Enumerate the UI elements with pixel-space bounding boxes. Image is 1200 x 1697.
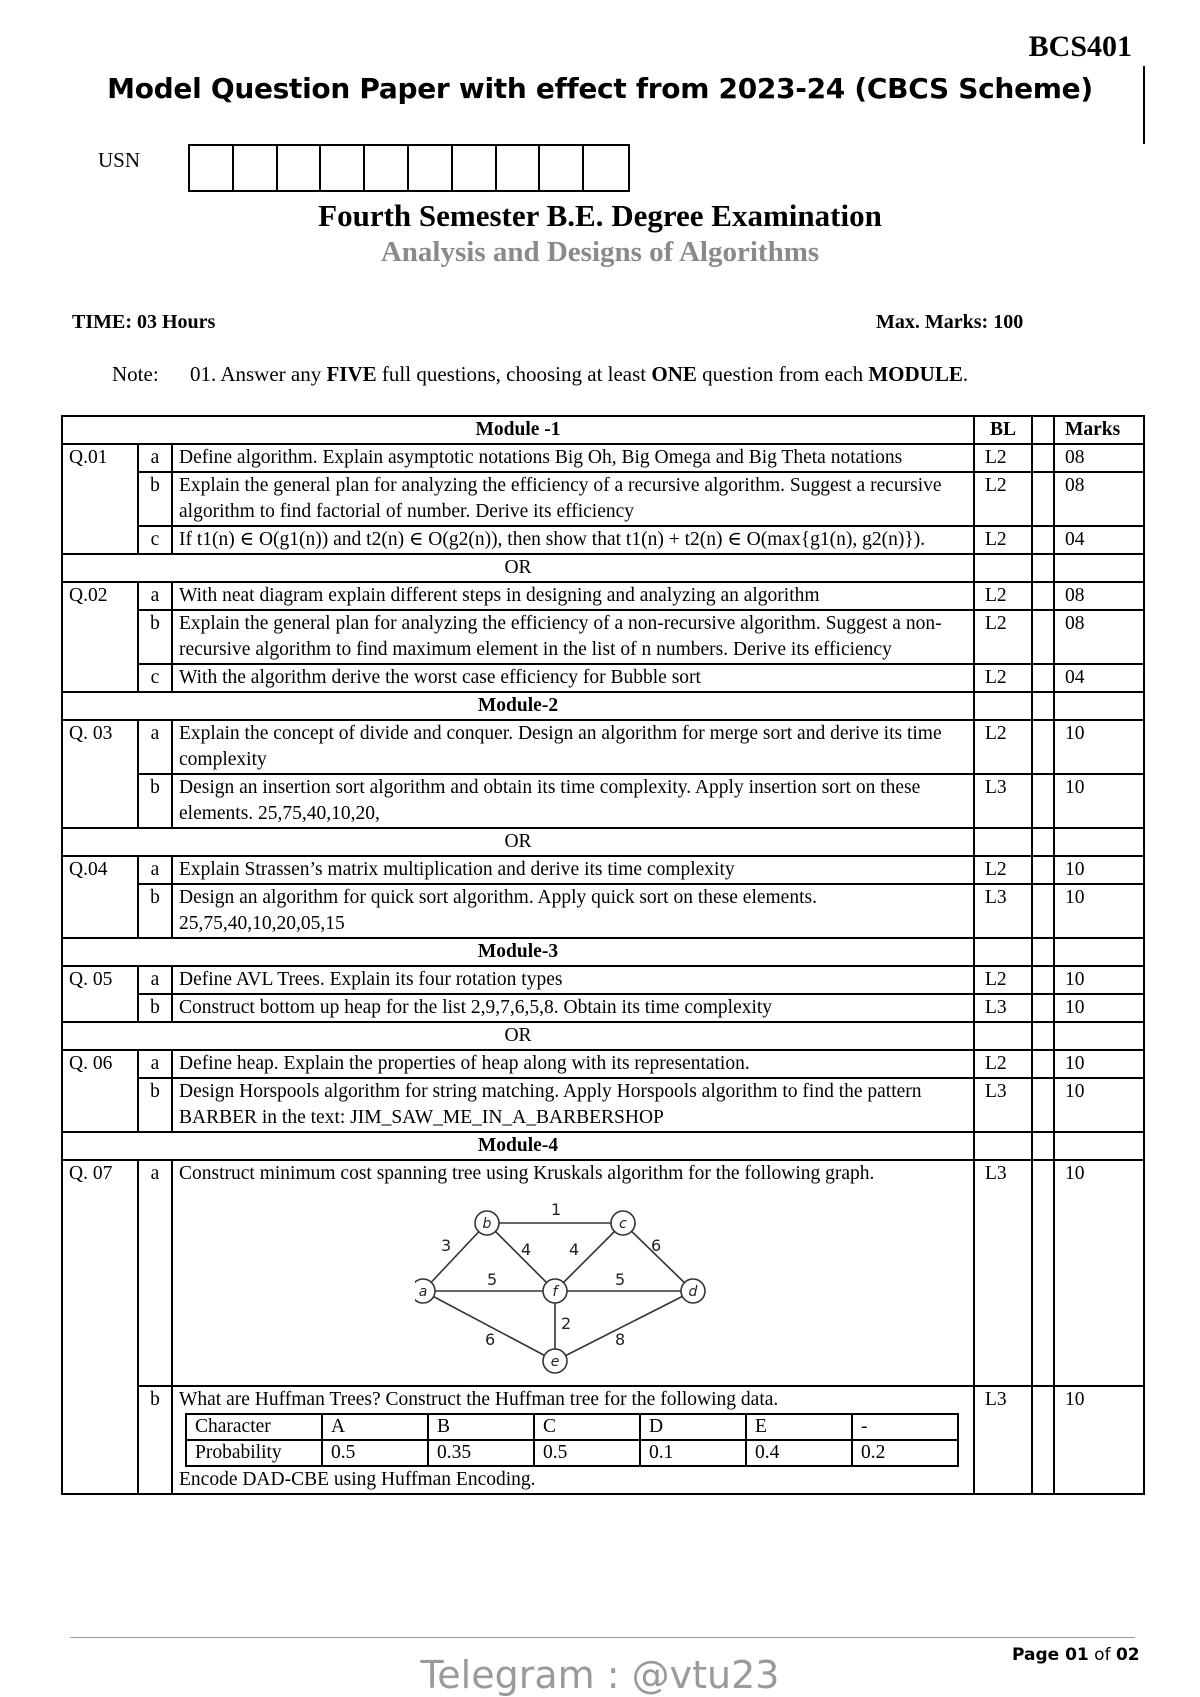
node-label: e (550, 1354, 560, 1370)
question-number: Q. 05 (62, 966, 138, 1022)
question-marks: 10 (1054, 884, 1144, 938)
question-marks: 10 (1054, 720, 1144, 774)
question-text: Explain the concept of divide and conquer. Design an algorithm for merge sort and derive its time complexity (172, 720, 974, 774)
question-row (62, 582, 1144, 610)
question-row (62, 720, 1144, 774)
question-part: b (138, 1386, 172, 1494)
question-text: Define AVL Trees. Explain its four rotation types (172, 966, 974, 994)
question-part: b (138, 884, 172, 938)
kruskal-graph (415, 1193, 715, 1381)
module-row (62, 692, 1144, 720)
usn-box (540, 146, 584, 190)
question-row (62, 966, 1144, 994)
question-cell (172, 1160, 974, 1386)
question-text: With neat diagram explain different steps in designing and analyzing an algorithm (172, 582, 974, 610)
usn-box (409, 146, 453, 190)
huffman-cell: C (534, 1414, 640, 1440)
huffman-cell: B (428, 1414, 534, 1440)
huffman-table (185, 1413, 959, 1467)
module-row (62, 416, 1144, 444)
question-table (61, 415, 1145, 1495)
graph-edge (555, 1291, 693, 1361)
question-part: a (138, 582, 172, 610)
question-part: a (138, 1160, 172, 1386)
question-marks: 10 (1054, 1386, 1144, 1494)
question-row (62, 856, 1144, 884)
usn-box (278, 146, 322, 190)
bloom-level: L2 (974, 1050, 1032, 1078)
graph-edge (555, 1223, 626, 1291)
edge-weight: 5 (615, 1270, 626, 1289)
huffman-cell: 0.35 (428, 1440, 534, 1466)
semester-heading: Fourth Semester B.E. Degree Examination (318, 198, 882, 233)
bloom-level: L2 (974, 582, 1032, 610)
or-row (62, 1022, 1144, 1050)
question-marks: 04 (1054, 664, 1144, 692)
question-number: Q. 07 (62, 1160, 138, 1494)
huffman-cell: - (852, 1414, 958, 1440)
module-heading: Module -1 (62, 416, 974, 444)
bl-header: BL (974, 416, 1032, 444)
edge-weight: 8 (615, 1330, 626, 1349)
question-marks: 08 (1054, 444, 1144, 472)
question-marks: 10 (1054, 1160, 1144, 1386)
max-marks: Max. Marks: 100 (876, 311, 1024, 333)
question-part: b (138, 994, 172, 1022)
edge-weight: 1 (551, 1200, 562, 1219)
question-part: b (138, 1078, 172, 1132)
question-marks: 08 (1054, 582, 1144, 610)
huffman-cell: D (640, 1414, 746, 1440)
question-text-continued: Encode DAD-CBE using Huffman Encoding. (179, 1469, 536, 1490)
node-label: d (688, 1284, 698, 1300)
watermark-text: Telegram : @vtu23 (420, 1653, 780, 1697)
question-row (62, 1386, 1144, 1494)
usn-box (321, 146, 365, 190)
question-marks: 10 (1054, 1050, 1144, 1078)
question-text: What are Huffman Trees? Construct the Huffman tree for the following data. (179, 1389, 779, 1410)
question-row (62, 774, 1144, 828)
question-marks: 04 (1054, 526, 1144, 554)
bloom-level: L2 (974, 720, 1032, 774)
huffman-cell: A (322, 1414, 428, 1440)
question-marks: 10 (1054, 856, 1144, 884)
question-number: Q. 06 (62, 1050, 138, 1132)
graph-edge (423, 1291, 555, 1361)
question-marks: 10 (1054, 994, 1144, 1022)
edge-weight: 4 (521, 1240, 532, 1259)
module-heading: Module-3 (62, 938, 974, 966)
usn-label: USN (98, 148, 141, 172)
paper-title: Model Question Paper with effect from 2023-24 (CBCS Scheme) (107, 72, 1093, 105)
huffman-cell: 0.4 (746, 1440, 852, 1466)
question-text: Design an algorithm for quick sort algorithm. Apply quick sort on these elements. 25,75,40,10,20,05,15 (172, 884, 974, 938)
note-text: 01. Answer any FIVE full questions, choosing at least ONE question from each MODULE. (190, 362, 969, 386)
question-row (62, 664, 1144, 692)
question-part: a (138, 966, 172, 994)
bloom-level: L2 (974, 526, 1032, 554)
question-marks: 10 (1054, 1078, 1144, 1132)
graph-edge (423, 1223, 487, 1291)
huffman-cell: 0.2 (852, 1440, 958, 1466)
question-row (62, 1078, 1144, 1132)
usn-box (365, 146, 409, 190)
question-number: Q.02 (62, 582, 138, 692)
bloom-level: L2 (974, 856, 1032, 884)
question-marks: 08 (1054, 472, 1144, 526)
question-part: c (138, 664, 172, 692)
usn-box (497, 146, 541, 190)
edge-weight: 2 (561, 1314, 572, 1333)
question-marks: 08 (1054, 610, 1144, 664)
usn-boxes (188, 144, 630, 192)
question-row (62, 444, 1144, 472)
module-row (62, 938, 1144, 966)
subject-heading: Analysis and Designs of Algorithms (380, 236, 820, 268)
usn-box (234, 146, 278, 190)
bloom-level: L3 (974, 994, 1032, 1022)
or-divider: OR (62, 828, 974, 856)
bloom-level: L2 (974, 610, 1032, 664)
bloom-level: L2 (974, 472, 1032, 526)
note-label: Note: (112, 362, 159, 386)
question-number: Q.01 (62, 444, 138, 554)
edge-weight: 5 (487, 1270, 498, 1289)
node-label: a (418, 1284, 428, 1300)
usn-box (190, 146, 234, 190)
module-row (62, 1132, 1144, 1160)
or-row (62, 554, 1144, 582)
bloom-level: L2 (974, 444, 1032, 472)
or-divider: OR (62, 1022, 974, 1050)
question-row (62, 884, 1144, 938)
huffman-label: Character (186, 1414, 322, 1440)
question-marks: 10 (1054, 774, 1144, 828)
node-label: f (552, 1284, 558, 1300)
subject-code: BCS401 (1028, 30, 1132, 63)
edge-weight: 6 (485, 1330, 496, 1349)
usn-box (453, 146, 497, 190)
question-part: c (138, 526, 172, 554)
question-text: Define heap. Explain the properties of heap along with its representation. (172, 1050, 974, 1078)
question-number: Q.04 (62, 856, 138, 938)
exam-time: TIME: 03 Hours (72, 311, 216, 333)
huffman-row (186, 1414, 958, 1440)
question-text: Define algorithm. Explain asymptotic notations Big Oh, Big Omega and Big Theta notations (172, 444, 974, 472)
bloom-level: L3 (974, 774, 1032, 828)
footer-rule (70, 1637, 1135, 1638)
bloom-level: L3 (974, 1386, 1032, 1494)
question-row (62, 994, 1144, 1022)
question-part: b (138, 610, 172, 664)
question-text: Explain the general plan for analyzing the efficiency of a non-recursive algorithm. Suggest a non-recursive algorithm to find maximum element in the list of n numbers. Derive its efficiency (172, 610, 974, 664)
edge-weight: 4 (569, 1240, 580, 1259)
usn-box (584, 146, 628, 190)
question-part: b (138, 472, 172, 526)
or-row (62, 828, 1144, 856)
question-row (62, 1050, 1144, 1078)
module-heading: Module-4 (62, 1132, 974, 1160)
huffman-label: Probability (186, 1440, 322, 1466)
huffman-row (186, 1440, 958, 1466)
question-text: Explain Strassen’s matrix multiplication and derive its time complexity (172, 856, 974, 884)
edge-weight: 3 (441, 1236, 452, 1255)
question-part: a (138, 1050, 172, 1078)
huffman-cell: 0.5 (322, 1440, 428, 1466)
question-row (62, 472, 1144, 526)
question-marks: 10 (1054, 966, 1144, 994)
huffman-cell: 0.1 (640, 1440, 746, 1466)
question-cell (172, 1386, 974, 1494)
marks-header: Marks (1054, 416, 1144, 444)
module-heading: Module-2 (62, 692, 974, 720)
huffman-cell: E (746, 1414, 852, 1440)
bloom-level: L2 (974, 664, 1032, 692)
bloom-level: L2 (974, 966, 1032, 994)
question-text: Construct minimum cost spanning tree using Kruskals algorithm for the following graph. (179, 1163, 875, 1184)
node-label: b (482, 1216, 492, 1232)
question-text: If t1(n) ∈ O(g1(n)) and t2(n) ∈ O(g2(n)), then show that t1(n) + t2(n) ∈ O(max{g1(n), g2(n)}). (172, 526, 974, 554)
bloom-level: L3 (974, 1160, 1032, 1386)
question-row (62, 610, 1144, 664)
page-number: Page 01 of 02 (1012, 1645, 1140, 1665)
question-row (62, 526, 1144, 554)
graph-edge (623, 1223, 693, 1291)
question-text: Explain the general plan for analyzing the efficiency of a recursive algorithm. Suggest a recursive algorithm to find factorial of number. Derive its efficiency (172, 472, 974, 526)
question-part: a (138, 856, 172, 884)
question-part: b (138, 774, 172, 828)
question-part: a (138, 720, 172, 774)
question-text: Construct bottom up heap for the list 2,9,7,6,5,8. Obtain its time complexity (172, 994, 974, 1022)
edge-weight: 6 (651, 1236, 662, 1255)
bloom-level: L3 (974, 1078, 1032, 1132)
question-text: With the algorithm derive the worst case efficiency for Bubble sort (172, 664, 974, 692)
node-label: c (619, 1216, 627, 1232)
or-divider: OR (62, 554, 974, 582)
huffman-cell: 0.5 (534, 1440, 640, 1466)
bloom-level: L3 (974, 884, 1032, 938)
question-number: Q. 03 (62, 720, 138, 828)
question-text: Design an insertion sort algorithm and obtain its time complexity. Apply insertion sort on these elements. 25,75,40,10,20, (172, 774, 974, 828)
question-text: Design Horspools algorithm for string matching. Apply Horspools algorithm to find the pattern BARBER in the text: JIM_SAW_ME_IN_A_BARBERSHOP (172, 1078, 974, 1132)
question-row (62, 1160, 1144, 1386)
question-part: a (138, 444, 172, 472)
